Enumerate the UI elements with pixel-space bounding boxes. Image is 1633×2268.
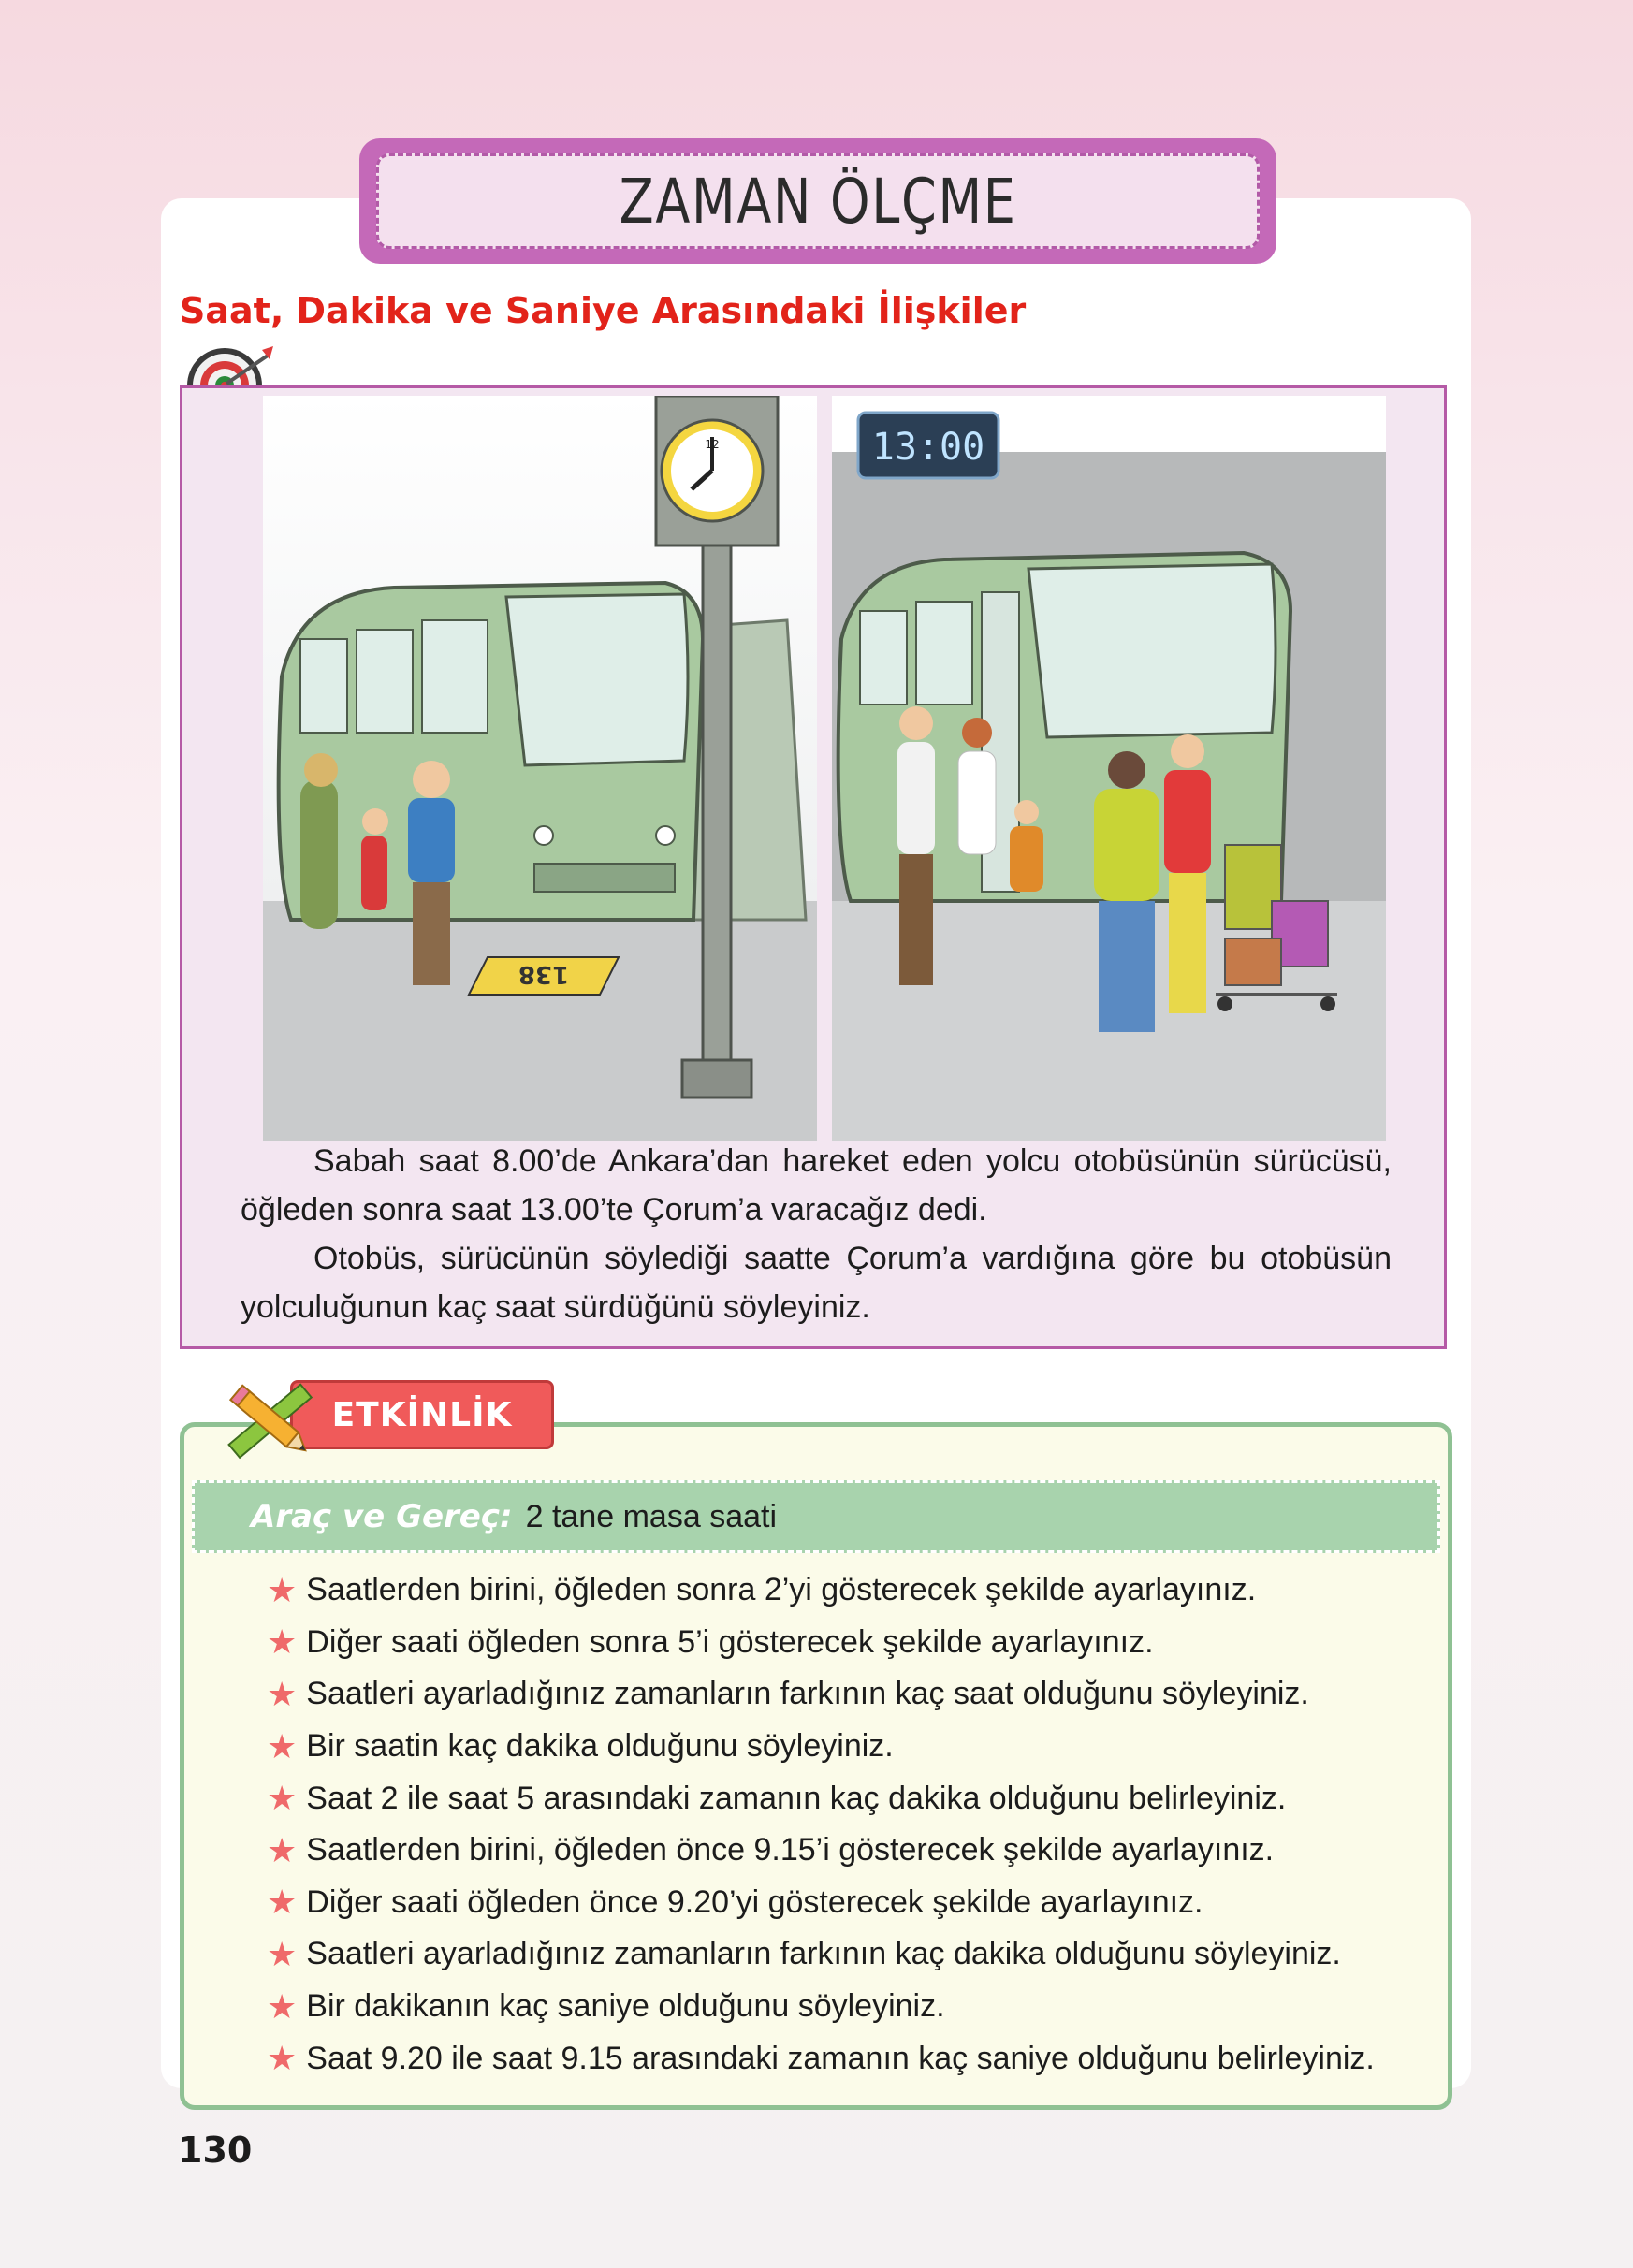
activity-tag (290, 1380, 554, 1449)
activity-step-text: Saatlerden birini, öğleden sonra 2’yi gösterecek şekilde ayarlayınız. (306, 1572, 1257, 1608)
activity-label: ETKİNLİK (331, 1395, 513, 1434)
arrival-illustration (832, 396, 1386, 1141)
activity-step (267, 1877, 1446, 1929)
section-title: Saat, Dakika ve Saniye Arasındaki İlişkiler (180, 290, 1027, 331)
story-paragraph: Otobüs, sürücünün söylediği saatte Çorum’a vardığına göre bu otobüsün yolculuğunun kaç saat sürdüğünü söyleyiniz. (241, 1241, 1392, 1325)
star-icon: ★ (267, 1570, 298, 1609)
departure-scene (263, 396, 817, 1141)
activity-step (267, 2032, 1446, 2085)
star-icon: ★ (267, 1934, 298, 1973)
activity-step (267, 1981, 1446, 2033)
activity-step-text: Saatlerden birini, öğleden önce 9.15’i gösterecek şekilde ayarlayınız. (306, 1832, 1275, 1868)
activity-step (267, 1928, 1446, 1981)
activity-step-text: Saatleri ayarladığınız zamanların farkının kaç saat olduğunu söyleyiniz. (306, 1676, 1309, 1712)
star-icon: ★ (267, 1883, 298, 1922)
star-icon: ★ (267, 1986, 298, 2026)
page-title: ZAMAN ÖLÇME (619, 165, 1017, 238)
activity-step (267, 1564, 1446, 1617)
activity-step-text: Diğer saati öğleden önce 9.20’yi gösterecek şekilde ayarlayınız. (306, 1883, 1203, 1920)
activity-step-text: Diğer saati öğleden sonra 5’i gösterecek şekilde ayarlayınız. (306, 1623, 1154, 1660)
story-box (180, 385, 1447, 1349)
story-paragraph: Sabah saat 8.00’de Ankara’dan hareket eden yolcu otobüsünün sürücüsü, öğleden sonra saat 13.00’te Çorum’a varacağız dedi. (241, 1143, 1392, 1228)
star-icon: ★ (267, 1674, 298, 1713)
activity-step (267, 1721, 1446, 1773)
star-icon: ★ (267, 1726, 298, 1766)
activity-step-text: Saat 9.20 ile saat 9.15 arasındaki zamanın kaç saniye olduğunu belirleyiniz. (306, 2040, 1375, 2076)
digital-clock: 13:00 (871, 426, 985, 469)
arrival-scene (832, 396, 1386, 1141)
title-banner (359, 138, 1276, 264)
star-icon: ★ (267, 2039, 298, 2078)
title-inner (376, 153, 1260, 249)
activity-step (267, 1772, 1446, 1825)
activity-step-text: Saatleri ayarladığınız zamanların farkının kaç dakika olduğunu söyleyiniz. (306, 1936, 1341, 1972)
activity-step-text: Saat 2 ile saat 5 arasındaki zamanın kaç dakika olduğunu belirleyiniz. (306, 1780, 1287, 1816)
activity-step (267, 1668, 1446, 1721)
activity-step (267, 1617, 1446, 1669)
pencil-ruler-icon (213, 1364, 326, 1476)
materials-label: Araç ve Gereç: (251, 1498, 513, 1535)
activity-step-text: Bir dakikanın kaç saniye olduğunu söyleyiniz. (306, 1988, 945, 2025)
activity-step-text: Bir saatin kaç dakika olduğunu söyleyiniz. (306, 1728, 894, 1765)
star-icon: ★ (267, 1622, 298, 1662)
materials-value: 2 tane masa saati (525, 1498, 778, 1534)
story-text (241, 1137, 1392, 1331)
activity-step (267, 1825, 1446, 1877)
star-icon: ★ (267, 1830, 298, 1869)
departure-illustration (263, 396, 817, 1141)
materials-bar (192, 1480, 1440, 1553)
activity-steps (267, 1564, 1446, 2085)
platform-number: 138 (518, 960, 570, 988)
svg-text:12: 12 (705, 438, 720, 451)
page-number: 130 (178, 2130, 253, 2171)
star-icon: ★ (267, 1779, 298, 1818)
